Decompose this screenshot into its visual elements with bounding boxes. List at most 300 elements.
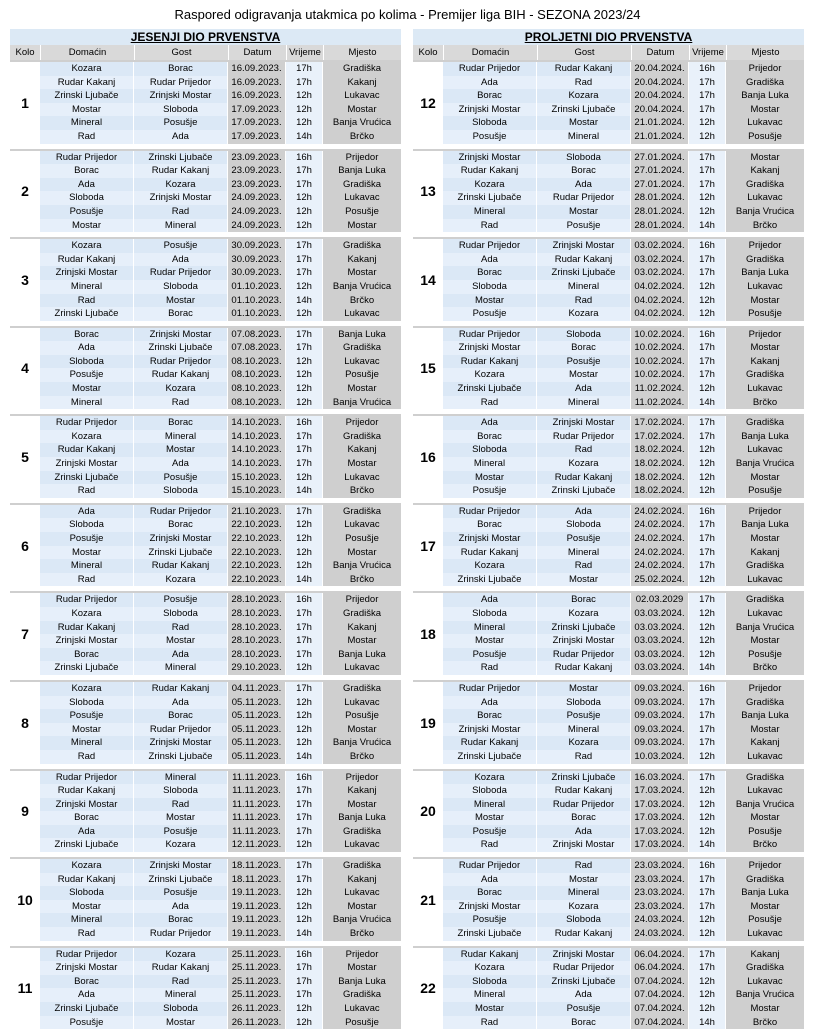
away-team-cell: Mostar (537, 205, 631, 219)
home-team-cell: Rudar Prijedor (443, 62, 537, 76)
round-number: 1 (10, 62, 40, 144)
match-row (443, 266, 804, 280)
venue-cell: Kakanj (726, 355, 804, 369)
away-team-cell: Rudar Kakanj (537, 471, 631, 485)
venue-cell: Posušje (726, 130, 804, 144)
match-row (40, 1016, 401, 1029)
date-cell: 18.02.2024. (631, 471, 689, 485)
match-row (443, 239, 804, 253)
away-team-cell: Rudar Prijedor (134, 723, 228, 737)
match-row (443, 750, 804, 764)
match-row (443, 573, 804, 587)
home-team-cell: Mineral (443, 457, 537, 471)
home-team-cell: Rudar Kakanj (443, 736, 537, 750)
time-cell: 17h (286, 648, 323, 662)
venue-cell: Brčko (726, 661, 804, 675)
date-cell: 28.01.2024. (631, 205, 689, 219)
home-team-cell: Kozara (40, 430, 134, 444)
time-cell: 17h (286, 825, 323, 839)
home-team-cell: Sloboda (443, 280, 537, 294)
away-team-cell: Mineral (537, 723, 631, 737)
venue-cell: Banja Vrućica (726, 798, 804, 812)
match-row (40, 178, 401, 192)
match-row (443, 859, 804, 873)
venue-cell: Posušje (726, 825, 804, 839)
date-cell: 17.02.2024. (631, 416, 689, 430)
round-matches (40, 328, 401, 410)
home-team-cell: Posušje (443, 484, 537, 498)
home-team-cell: Ada (40, 505, 134, 519)
match-row (40, 771, 401, 785)
time-cell: 17h (286, 443, 323, 457)
venue-cell: Prijedor (726, 328, 804, 342)
venue-cell: Kakanj (323, 443, 401, 457)
date-cell: 02.03.2029 (631, 593, 689, 607)
home-team-cell: Borac (443, 430, 537, 444)
date-cell: 06.04.2024. (631, 961, 689, 975)
round-block (10, 149, 401, 233)
venue-cell: Lukavac (726, 443, 804, 457)
home-team-cell: Rudar Prijedor (443, 239, 537, 253)
home-team-cell: Kozara (443, 559, 537, 573)
match-row (443, 825, 804, 839)
away-team-cell: Mineral (537, 886, 631, 900)
column-header-domacin: Domaćin (40, 45, 134, 60)
venue-cell: Lukavac (323, 838, 401, 852)
date-cell: 25.11.2023. (228, 975, 286, 989)
venue-cell: Mostar (726, 341, 804, 355)
home-team-cell: Rudar Prijedor (40, 416, 134, 430)
time-cell: 12h (286, 1002, 323, 1016)
time-cell: 12h (689, 988, 726, 1002)
date-cell: 26.11.2023. (228, 1016, 286, 1029)
round-matches (443, 771, 804, 853)
rounds-list (413, 60, 804, 1029)
time-cell: 12h (286, 518, 323, 532)
time-cell: 17h (689, 723, 726, 737)
home-team-cell: Zrinjski Mostar (443, 103, 537, 117)
date-cell: 17.03.2024. (631, 838, 689, 852)
date-cell: 03.03.2024. (631, 648, 689, 662)
time-cell: 12h (286, 396, 323, 410)
match-row (443, 368, 804, 382)
away-team-cell: Rad (134, 975, 228, 989)
time-cell: 12h (689, 811, 726, 825)
match-row (40, 811, 401, 825)
match-row (40, 838, 401, 852)
home-team-cell: Sloboda (443, 607, 537, 621)
round-block (10, 591, 401, 675)
match-row (443, 975, 804, 989)
time-cell: 14h (689, 1016, 726, 1029)
away-team-cell: Posušje (537, 219, 631, 233)
away-team-cell: Zrinjski Mostar (537, 239, 631, 253)
home-team-cell: Rudar Kakanj (40, 873, 134, 887)
away-team-cell: Rudar Prijedor (537, 191, 631, 205)
match-row (40, 505, 401, 519)
time-cell: 17h (689, 164, 726, 178)
time-cell: 12h (286, 280, 323, 294)
away-team-cell: Zrinski Ljubače (134, 341, 228, 355)
round-matches (40, 62, 401, 144)
time-cell: 12h (689, 130, 726, 144)
time-cell: 17h (286, 873, 323, 887)
venue-cell: Gradiška (323, 341, 401, 355)
time-cell: 12h (286, 559, 323, 573)
home-team-cell: Rad (40, 927, 134, 941)
time-cell: 12h (286, 661, 323, 675)
venue-cell: Mostar (323, 634, 401, 648)
home-team-cell: Mineral (443, 621, 537, 635)
date-cell: 20.04.2024. (631, 62, 689, 76)
venue-cell: Lukavac (323, 696, 401, 710)
match-row (40, 696, 401, 710)
date-cell: 19.11.2023. (228, 913, 286, 927)
match-row (40, 648, 401, 662)
home-team-cell: Zrinski Ljubače (40, 838, 134, 852)
time-cell: 17h (689, 948, 726, 962)
round-block (413, 503, 804, 587)
time-cell: 17h (286, 607, 323, 621)
venue-cell: Kakanj (323, 873, 401, 887)
time-cell: 17h (689, 355, 726, 369)
match-row (40, 1002, 401, 1016)
round-number: 17 (413, 505, 443, 587)
venue-cell: Lukavac (323, 886, 401, 900)
venue-cell: Posušje (726, 913, 804, 927)
time-cell: 17h (689, 709, 726, 723)
match-row (40, 191, 401, 205)
time-cell: 12h (689, 750, 726, 764)
venue-cell: Prijedor (323, 416, 401, 430)
time-cell: 17h (689, 771, 726, 785)
venue-cell: Brčko (726, 396, 804, 410)
date-cell: 29.10.2023. (228, 661, 286, 675)
date-cell: 24.02.2024. (631, 505, 689, 519)
home-team-cell: Mineral (40, 280, 134, 294)
match-row (40, 682, 401, 696)
venue-cell: Brčko (726, 219, 804, 233)
round-matches (443, 948, 804, 1029)
match-row (40, 484, 401, 498)
match-row (443, 253, 804, 267)
round-number: 8 (10, 682, 40, 764)
date-cell: 08.10.2023. (228, 382, 286, 396)
time-cell: 17h (689, 151, 726, 165)
venue-cell: Brčko (323, 130, 401, 144)
date-cell: 09.03.2024. (631, 696, 689, 710)
home-team-cell: Borac (40, 328, 134, 342)
date-cell: 03.02.2024. (631, 239, 689, 253)
away-team-cell: Mineral (134, 219, 228, 233)
venue-cell: Mostar (726, 900, 804, 914)
home-team-cell: Kozara (443, 961, 537, 975)
date-cell: 08.10.2023. (228, 396, 286, 410)
time-cell: 12h (286, 546, 323, 560)
time-cell: 12h (689, 484, 726, 498)
time-cell: 17h (286, 975, 323, 989)
away-team-cell: Rudar Prijedor (537, 798, 631, 812)
date-cell: 28.10.2023. (228, 634, 286, 648)
round-number: 9 (10, 771, 40, 853)
home-team-cell: Rad (40, 750, 134, 764)
away-team-cell: Rad (537, 559, 631, 573)
away-team-cell: Ada (134, 457, 228, 471)
venue-cell: Banja Vrućica (323, 116, 401, 130)
match-row (443, 1016, 804, 1029)
time-cell: 12h (286, 532, 323, 546)
date-cell: 24.02.2024. (631, 518, 689, 532)
match-row (443, 784, 804, 798)
away-team-cell: Mostar (134, 294, 228, 308)
venue-cell: Posušje (323, 368, 401, 382)
home-team-cell: Ada (40, 825, 134, 839)
time-cell: 12h (689, 825, 726, 839)
time-cell: 17h (689, 368, 726, 382)
date-cell: 25.11.2023. (228, 961, 286, 975)
match-row (40, 205, 401, 219)
home-team-cell: Ada (443, 593, 537, 607)
date-cell: 03.03.2024. (631, 607, 689, 621)
date-cell: 23.03.2024. (631, 859, 689, 873)
away-team-cell: Rudar Kakanj (134, 368, 228, 382)
match-row (443, 838, 804, 852)
venue-cell: Lukavac (323, 1002, 401, 1016)
home-team-cell: Zrinski Ljubače (40, 307, 134, 321)
away-team-cell: Mineral (537, 396, 631, 410)
away-team-cell: Rudar Kakanj (537, 784, 631, 798)
match-row (40, 328, 401, 342)
home-team-cell: Rudar Kakanj (40, 253, 134, 267)
time-cell: 12h (689, 607, 726, 621)
date-cell: 03.03.2024. (631, 621, 689, 635)
venue-cell: Brčko (323, 484, 401, 498)
match-row (443, 988, 804, 1002)
away-team-cell: Rudar Prijedor (134, 505, 228, 519)
round-block (10, 414, 401, 498)
away-team-cell: Zrinski Ljubače (537, 975, 631, 989)
match-row (40, 341, 401, 355)
round-matches (443, 416, 804, 498)
venue-cell: Lukavac (323, 89, 401, 103)
home-team-cell: Mostar (443, 1002, 537, 1016)
date-cell: 23.09.2023. (228, 178, 286, 192)
round-number: 6 (10, 505, 40, 587)
time-cell: 17h (286, 266, 323, 280)
home-team-cell: Sloboda (443, 443, 537, 457)
away-team-cell: Mineral (134, 430, 228, 444)
match-row (443, 648, 804, 662)
date-cell: 23.03.2024. (631, 873, 689, 887)
away-team-cell: Kozara (134, 838, 228, 852)
away-team-cell: Sloboda (537, 696, 631, 710)
round-block (10, 60, 401, 144)
date-cell: 05.11.2023. (228, 709, 286, 723)
away-team-cell: Borac (134, 518, 228, 532)
away-team-cell: Ada (134, 253, 228, 267)
venue-cell: Gradiška (726, 416, 804, 430)
date-cell: 10.02.2024. (631, 341, 689, 355)
time-cell: 12h (286, 191, 323, 205)
date-cell: 24.02.2024. (631, 532, 689, 546)
venue-cell: Brčko (323, 927, 401, 941)
match-row (443, 634, 804, 648)
time-cell: 17h (286, 239, 323, 253)
round-matches (40, 682, 401, 764)
away-team-cell: Zrinski Ljubače (537, 621, 631, 635)
date-cell: 23.09.2023. (228, 164, 286, 178)
venue-cell: Banja Luka (726, 89, 804, 103)
match-row (443, 913, 804, 927)
date-cell: 03.03.2024. (631, 661, 689, 675)
date-cell: 14.10.2023. (228, 457, 286, 471)
home-team-cell: Posušje (443, 648, 537, 662)
venue-cell: Mostar (323, 900, 401, 914)
match-row (40, 382, 401, 396)
date-cell: 24.02.2024. (631, 559, 689, 573)
time-cell: 17h (286, 76, 323, 90)
time-cell: 14h (689, 838, 726, 852)
section-heading: PROLJETNI DIO PRVENSTVA (413, 29, 804, 45)
home-team-cell: Mostar (40, 546, 134, 560)
away-team-cell: Mostar (537, 573, 631, 587)
round-number: 2 (10, 151, 40, 233)
date-cell: 18.11.2023. (228, 859, 286, 873)
round-number: 3 (10, 239, 40, 321)
home-team-cell: Posušje (40, 709, 134, 723)
time-cell: 12h (286, 696, 323, 710)
venue-cell: Gradiška (323, 178, 401, 192)
match-row (40, 593, 401, 607)
column-header-row (413, 45, 804, 60)
column-header-datum: Datum (228, 45, 286, 60)
round-block (413, 60, 804, 144)
match-row (443, 484, 804, 498)
away-team-cell: Borac (537, 164, 631, 178)
away-team-cell: Kozara (134, 948, 228, 962)
date-cell: 28.01.2024. (631, 219, 689, 233)
away-team-cell: Rudar Kakanj (134, 559, 228, 573)
time-cell: 12h (689, 205, 726, 219)
venue-cell: Mostar (323, 266, 401, 280)
match-row (443, 505, 804, 519)
venue-cell: Banja Luka (726, 518, 804, 532)
match-row (40, 253, 401, 267)
round-matches (40, 771, 401, 853)
match-row (40, 900, 401, 914)
match-row (40, 443, 401, 457)
column-header-domacin: Domaćin (443, 45, 537, 60)
date-cell: 09.03.2024. (631, 736, 689, 750)
time-cell: 12h (689, 913, 726, 927)
away-team-cell: Zrinjski Mostar (134, 736, 228, 750)
away-team-cell: Mineral (134, 661, 228, 675)
away-team-cell: Zrinski Ljubače (134, 750, 228, 764)
round-number: 7 (10, 593, 40, 675)
venue-cell: Lukavac (726, 382, 804, 396)
away-team-cell: Sloboda (134, 103, 228, 117)
away-team-cell: Rudar Kakanj (134, 961, 228, 975)
time-cell: 17h (286, 988, 323, 1002)
home-team-cell: Mineral (40, 736, 134, 750)
time-cell: 17h (286, 430, 323, 444)
time-cell: 17h (689, 900, 726, 914)
venue-cell: Lukavac (323, 471, 401, 485)
date-cell: 14.10.2023. (228, 443, 286, 457)
away-team-cell: Zrinski Ljubače (134, 546, 228, 560)
page-title: Raspored odigravanja utakmica po kolima - Premijer liga BIH - SEZONA 2023/24 (174, 7, 641, 22)
date-cell: 10.03.2024. (631, 750, 689, 764)
home-team-cell: Mineral (40, 396, 134, 410)
venue-cell: Prijedor (323, 771, 401, 785)
time-cell: 12h (286, 89, 323, 103)
time-cell: 12h (689, 573, 726, 587)
away-team-cell: Zrinjski Mostar (134, 89, 228, 103)
away-team-cell: Borac (134, 709, 228, 723)
away-team-cell: Borac (537, 593, 631, 607)
home-team-cell: Rudar Prijedor (443, 505, 537, 519)
away-team-cell: Borac (537, 1016, 631, 1029)
time-cell: 12h (689, 634, 726, 648)
round-number: 14 (413, 239, 443, 321)
date-cell: 24.09.2023. (228, 191, 286, 205)
away-team-cell: Mostar (134, 634, 228, 648)
away-team-cell: Ada (134, 130, 228, 144)
away-team-cell: Kozara (537, 307, 631, 321)
match-row (443, 873, 804, 887)
date-cell: 11.11.2023. (228, 784, 286, 798)
date-cell: 07.04.2024. (631, 1002, 689, 1016)
round-block (10, 946, 401, 1029)
home-team-cell: Sloboda (40, 696, 134, 710)
match-row (40, 239, 401, 253)
away-team-cell: Mostar (134, 1016, 228, 1029)
time-cell: 16h (689, 682, 726, 696)
home-team-cell: Zrinjski Mostar (443, 341, 537, 355)
home-team-cell: Zrinjski Mostar (40, 266, 134, 280)
time-cell: 17h (286, 164, 323, 178)
away-team-cell: Rudar Prijedor (537, 961, 631, 975)
date-cell: 17.02.2024. (631, 430, 689, 444)
time-cell: 17h (286, 341, 323, 355)
away-team-cell: Ada (537, 178, 631, 192)
away-team-cell: Zrinski Ljubače (537, 103, 631, 117)
home-team-cell: Kozara (40, 239, 134, 253)
round-number: 16 (413, 416, 443, 498)
away-team-cell: Kozara (134, 178, 228, 192)
venue-cell: Mostar (726, 1002, 804, 1016)
away-team-cell: Sloboda (537, 518, 631, 532)
away-team-cell: Ada (537, 988, 631, 1002)
time-cell: 17h (689, 416, 726, 430)
date-cell: 08.10.2023. (228, 368, 286, 382)
round-number: 18 (413, 593, 443, 675)
away-team-cell: Borac (537, 811, 631, 825)
away-team-cell: Posušje (537, 1002, 631, 1016)
away-team-cell: Mineral (537, 280, 631, 294)
match-row (40, 280, 401, 294)
match-row (443, 89, 804, 103)
home-team-cell: Rudar Kakanj (40, 76, 134, 90)
round-matches (443, 328, 804, 410)
date-cell: 18.02.2024. (631, 443, 689, 457)
match-row (40, 103, 401, 117)
match-row (40, 532, 401, 546)
time-cell: 12h (689, 621, 726, 635)
away-team-cell: Rad (134, 798, 228, 812)
venue-cell: Prijedor (726, 682, 804, 696)
date-cell: 27.01.2024. (631, 178, 689, 192)
